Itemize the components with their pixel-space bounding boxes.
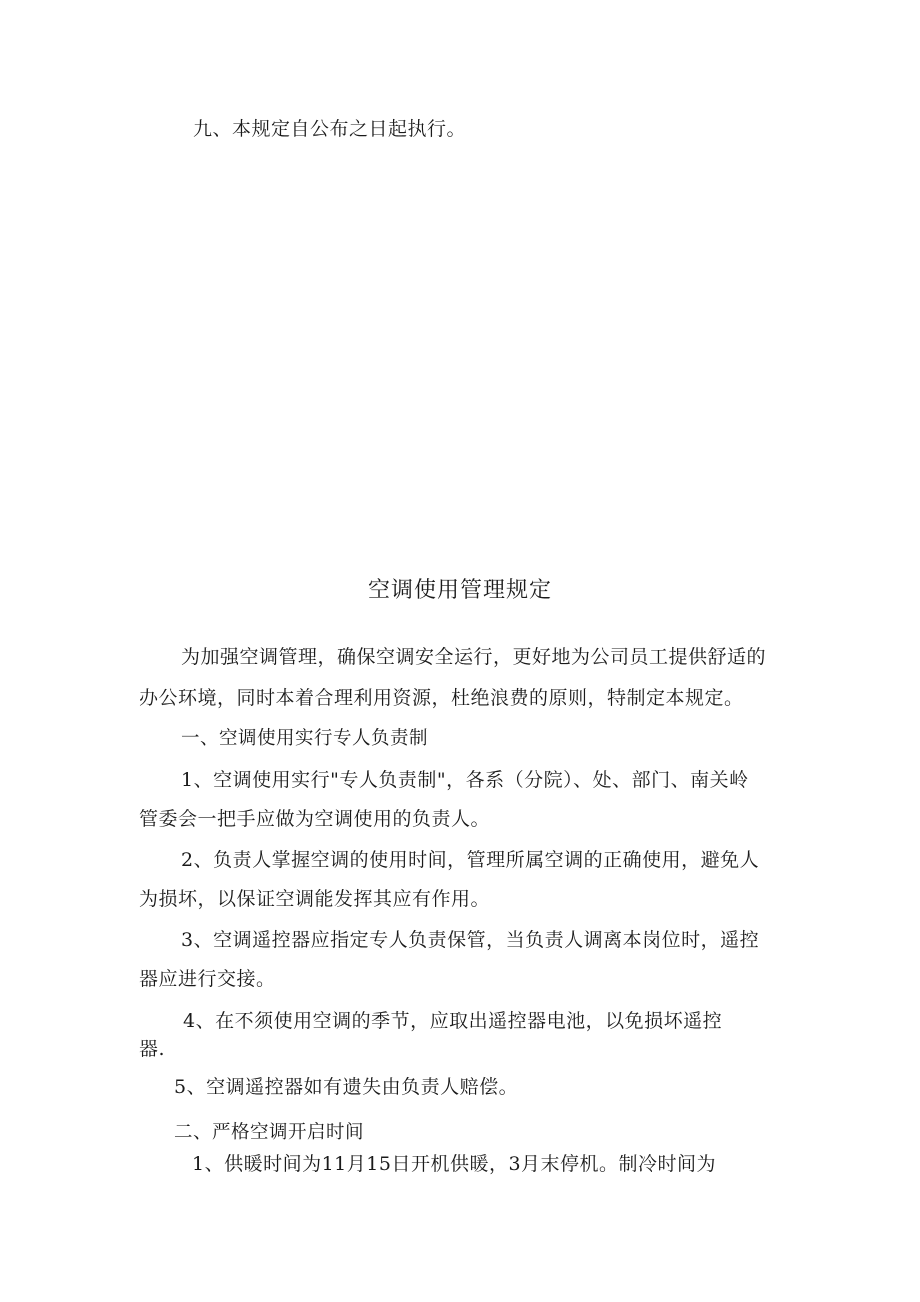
section-1-item-2-line-1: 2、负责人掌握空调的使用时间，管理所属空调的正确使用，避免人	[181, 849, 760, 871]
section-1-item-2-line-2: 为损坏，以保证空调能发挥其应有作用。	[139, 888, 491, 910]
section-1-item-4-line-1: 4、在不须使用空调的季节，应取出遥控器电池，以免损坏遥控	[183, 1010, 723, 1032]
document-title: 空调使用管理规定	[367, 578, 552, 603]
section-1-item-3-line-1: 3、空调遥控器应指定专人负责保管，当负责人调离本岗位时，遥控	[181, 929, 760, 951]
intro-paragraph-line-2: 办公环境，同时本着合理利用资源，杜绝浪费的原则，特制定本规定。	[139, 687, 744, 709]
section-1-item-3-line-2: 器应进行交接。	[139, 968, 276, 990]
section-1-heading: 一、空调使用实行专人负责制	[181, 728, 429, 749]
item-nine-text: 九、本规定自公布之日起执行。	[193, 118, 467, 140]
section-1-item-4-line-2: 器.	[139, 1038, 166, 1060]
section-1-item-1-line-2: 管委会一把手应做为空调使用的负责人。	[139, 808, 491, 830]
section-2-heading: 二、严格空调开启时间	[174, 1122, 365, 1143]
intro-paragraph-line-1: 为加强空调管理，确保空调安全运行，更好地为公司员工提供舒适的	[181, 646, 767, 668]
section-1-item-1-line-1: 1、空调使用实行"专人负责制"，各系（分院）、处、部门、南关岭	[181, 769, 749, 791]
section-1-item-5: 5、空调遥控器如有遗失由负责人赔偿。	[174, 1076, 519, 1098]
section-2-item-1-line-1: 1、供暖时间为11月15日开机供暖，3月末停机。制冷时间为	[192, 1153, 717, 1175]
